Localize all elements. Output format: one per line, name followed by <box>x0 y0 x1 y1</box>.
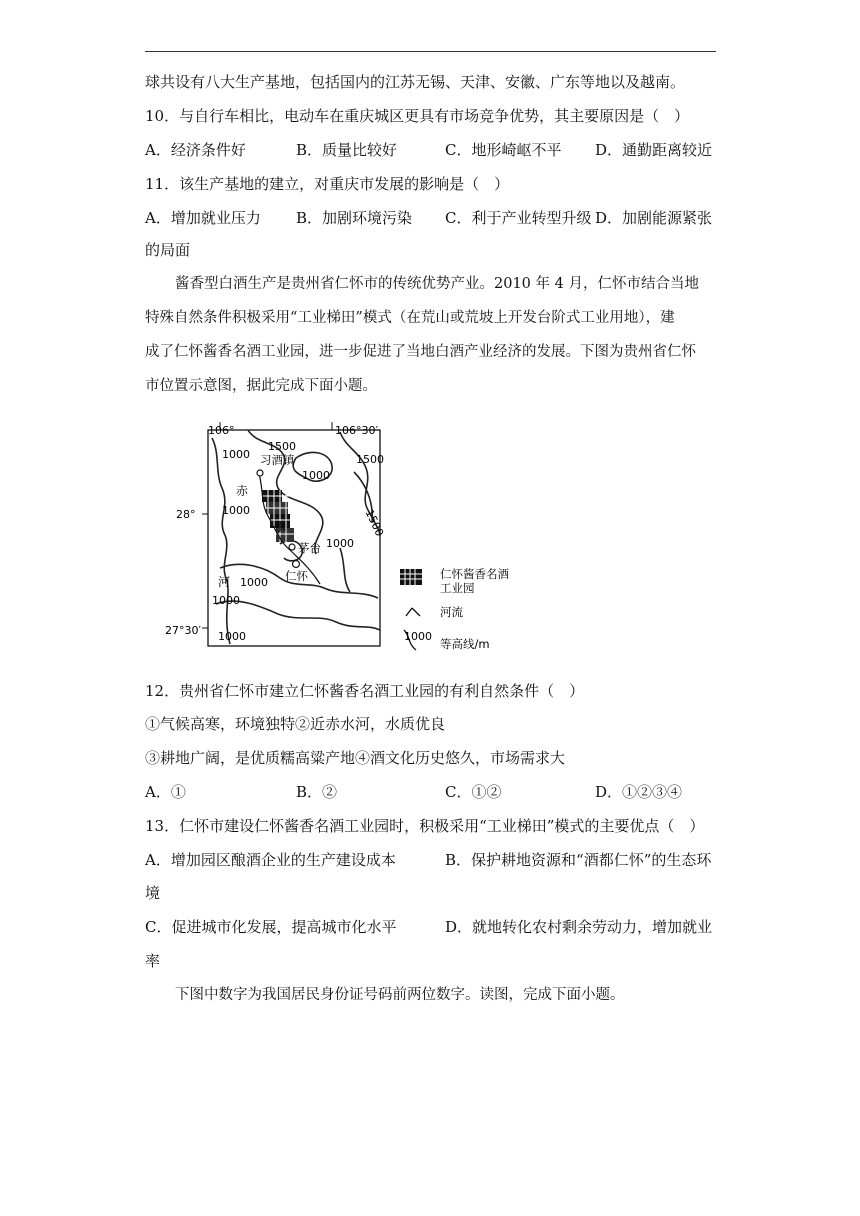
q10-option-a: A．经济条件好 <box>145 141 246 159</box>
q12-option-d: D．①②③④ <box>595 783 683 801</box>
passage-line-4: 市位置示意图，据此完成下面小题。 <box>145 378 377 394</box>
lat-label-top: 28° <box>176 508 196 521</box>
q13-option-b-wrap: 境 <box>145 884 161 902</box>
legend-contour-label: 等高线/m <box>440 637 490 651</box>
next-section-intro: 下图中数字为我国居民身份证号码前两位数字。读图，完成下面小题。 <box>175 987 625 1003</box>
svg-text:1000: 1000 <box>302 469 330 482</box>
passage-line-1: 酱香型白酒生产是贵州省仁怀市的传统优势产业。2010 年 4 月，仁怀市结合当地 <box>175 276 699 292</box>
q13-option-c: C．促进城市化发展，提高城市化水平 <box>145 918 397 936</box>
q12-items-2: ③耕地广阔，是优质糯高粱产地④酒文化历史悠久，市场需求大 <box>145 749 566 767</box>
q13-option-d: D．就地转化农村剩余劳动力，增加就业 <box>445 918 713 936</box>
place-label-xijiu: 习酒镇 <box>260 453 295 467</box>
svg-text:1500: 1500 <box>356 453 384 466</box>
river-char-2: 水 <box>274 520 287 534</box>
legend-river-label: 河流 <box>440 605 463 619</box>
svg-text:1000: 1000 <box>240 576 268 589</box>
place-label-maotai: 茅台 <box>298 541 321 555</box>
renhuai-location-map <box>160 418 520 658</box>
q10-stem: 10．与自行车相比，电动车在重庆城区更具有市场竞争优势，其主要原因是（ ） <box>145 107 690 125</box>
contour-lines <box>212 430 380 644</box>
city-marker-renhuai <box>293 561 300 568</box>
svg-text:1000: 1000 <box>326 537 354 550</box>
town-marker-xijiu <box>257 470 263 476</box>
header-rule <box>145 51 716 52</box>
q10-option-c: C．地形崎岖不平 <box>445 141 562 159</box>
lat-label-bottom: 27°30′ <box>165 624 201 637</box>
place-label-renhuai: 仁怀 <box>285 569 308 583</box>
q11-option-b: B．加剧环境污染 <box>296 209 413 227</box>
river-char-3: 河 <box>218 575 231 589</box>
q12-option-a: A．① <box>145 783 186 801</box>
q10-option-b: B．质量比较好 <box>296 141 398 159</box>
lon-label-left: 106° <box>208 424 235 437</box>
legend-park-label-2: 工业园 <box>440 581 475 595</box>
q11-stem: 11．该生产基地的建立，对重庆市发展的影响是（ ） <box>145 175 510 193</box>
svg-text:1500: 1500 <box>362 507 387 539</box>
q11-option-d: D．加剧能源紧张 <box>595 209 713 227</box>
q10-option-d: D．通勤距离较近 <box>595 141 713 159</box>
q13-option-d-wrap: 率 <box>145 952 161 970</box>
q12-option-b: B．② <box>296 783 338 801</box>
q11-option-c: C．利于产业转型升级 <box>445 209 592 227</box>
svg-text:1500: 1500 <box>268 440 296 453</box>
lon-label-right: 106°30′ <box>335 424 378 437</box>
legend-river-symbol <box>406 608 420 616</box>
q12-items-1: ①气候高寒，环境独特②近赤水河，水质优良 <box>145 715 446 733</box>
passage-line-2: 特殊自然条件积极采用“工业梯田”模式（在荒山或荒坡上开发台阶式工业用地），建 <box>145 310 675 326</box>
q12-option-c: C．①② <box>445 783 502 801</box>
q12-stem: 12．贵州省仁怀市建立仁怀酱香名酒工业园的有利自然条件（ ） <box>145 682 585 700</box>
q13-option-b: B．保护耕地资源和“酒都仁怀”的生态环 <box>445 851 712 869</box>
map-legend <box>400 567 509 651</box>
q13-option-a: A．增加园区酿酒企业的生产建设成本 <box>145 851 396 869</box>
svg-text:1000: 1000 <box>222 448 250 461</box>
svg-text:1000: 1000 <box>222 504 250 517</box>
legend-park-swatch <box>400 569 422 585</box>
svg-text:1000: 1000 <box>212 594 240 607</box>
town-marker-maotai <box>289 544 295 550</box>
q13-stem: 13．仁怀市建设仁怀酱香名酒工业园时，积极采用“工业梯田”模式的主要优点（ ） <box>145 817 705 835</box>
river-char-1: 赤 <box>236 484 249 498</box>
passage-line-3: 成了仁怀酱香名酒工业园，进一步促进了当地白酒产业经济的发展。下图为贵州省仁怀 <box>145 344 696 360</box>
legend-park-label-1: 仁怀酱香名酒 <box>440 567 509 581</box>
legend-contour-value: 1000 <box>404 630 432 643</box>
intro-line: 球共设有八大生产基地，包括国内的江苏无锡、天津、安徽、广东等地以及越南。 <box>145 73 686 91</box>
q11-option-d-wrap: 的局面 <box>145 241 191 259</box>
svg-text:1000: 1000 <box>218 630 246 643</box>
q11-option-a: A．增加就业压力 <box>145 209 261 227</box>
